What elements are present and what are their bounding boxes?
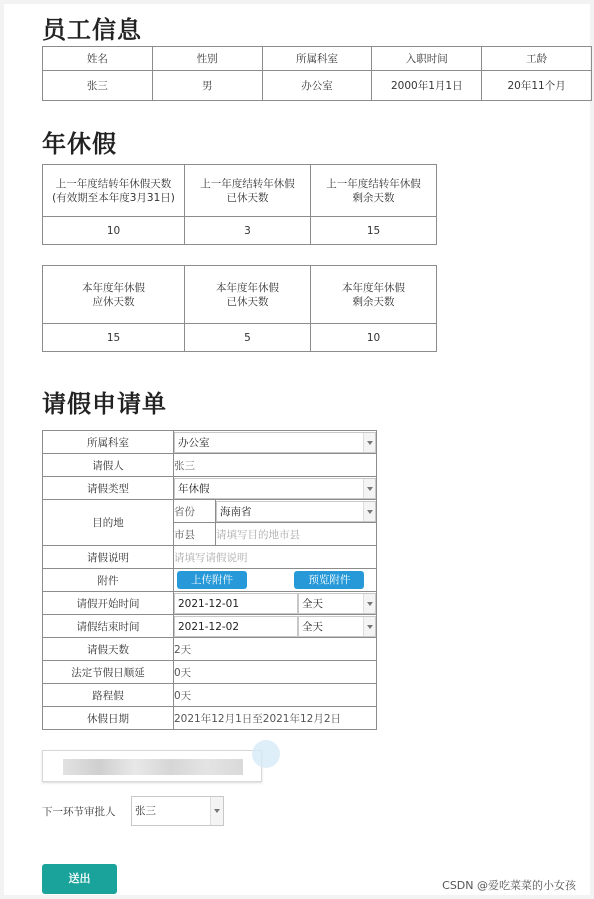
approver-select-value: 张三: [135, 805, 156, 817]
travel-leave-label: 路程假: [43, 684, 174, 707]
value-gender: 男: [152, 71, 262, 101]
city-input[interactable]: 请填写目的地市县: [216, 523, 377, 546]
reason-input[interactable]: 请填写请假说明: [174, 546, 377, 569]
value-dept: 办公室: [262, 71, 372, 101]
end-period-select[interactable]: [298, 616, 376, 637]
this-year-entitled-header: 本年度年休假 应休天数: [43, 266, 185, 324]
employee-info-table: [42, 46, 592, 101]
last-year-carryover-header: 上一年度结转年休假天数 (有效期至本年度3月31日): [43, 165, 185, 217]
chevron-down-icon: [210, 797, 223, 825]
blurred-circle: [252, 740, 280, 768]
attachment-label: 附件: [43, 569, 174, 592]
last-year-remaining-value: 15: [311, 217, 437, 245]
leave-days-value: 2天: [174, 638, 377, 661]
this-year-remaining-value: 10: [311, 324, 437, 352]
page: [4, 4, 590, 895]
chevron-down-icon: [363, 479, 375, 498]
leave-form-title: 请假申请单: [42, 390, 167, 418]
dept-label: 所属科室: [43, 431, 174, 454]
value-name: 张三: [43, 71, 153, 101]
this-year-used-value: 5: [185, 324, 311, 352]
start-time-label: 请假开始时间: [43, 592, 174, 615]
header-name: 姓名: [43, 47, 153, 71]
send-button[interactable]: 送出: [42, 864, 117, 894]
start-period-select[interactable]: [298, 593, 376, 614]
applicant-label: 请假人: [43, 454, 174, 477]
chevron-down-icon: [363, 617, 375, 636]
holiday-delay-label: 法定节假日顺延: [43, 661, 174, 684]
preview-attachment-button[interactable]: 预览附件: [294, 571, 364, 589]
blurred-region: [42, 750, 262, 782]
province-select[interactable]: [216, 501, 376, 522]
approver-label: 下一环节审批人: [42, 806, 116, 818]
header-seniority: 工龄: [482, 47, 592, 71]
leave-application-form: [42, 430, 377, 730]
chevron-down-icon: [363, 594, 375, 613]
city-label: 市县: [174, 523, 216, 546]
dept-select[interactable]: [174, 432, 376, 453]
leave-type-select[interactable]: [174, 478, 376, 499]
employee-info-title: 员工信息: [42, 16, 142, 44]
annual-leave-title: 年休假: [42, 130, 117, 158]
header-hire-date: 入职时间: [372, 47, 482, 71]
leave-type-select-value: 年休假: [178, 482, 210, 495]
province-select-value: 海南省: [220, 505, 252, 518]
destination-label: 目的地: [43, 500, 174, 546]
holiday-delay-value: 0天: [174, 661, 377, 684]
header-gender: 性别: [152, 47, 262, 71]
last-year-used-value: 3: [185, 217, 311, 245]
end-period-value: 全天: [302, 620, 323, 633]
approver-select[interactable]: [131, 796, 224, 826]
this-year-entitled-value: 15: [43, 324, 185, 352]
upload-attachment-button[interactable]: 上传附件: [177, 571, 247, 589]
travel-leave-value: 0天: [174, 684, 377, 707]
start-date-input[interactable]: 2021-12-01: [174, 593, 298, 614]
this-year-leave-table: [42, 265, 437, 352]
header-dept: 所属科室: [262, 47, 372, 71]
last-year-remaining-header: 上一年度结转年休假 剩余天数: [311, 165, 437, 217]
leave-days-label: 请假天数: [43, 638, 174, 661]
value-seniority: 20年11个月: [482, 71, 592, 101]
end-date-input[interactable]: 2021-12-02: [174, 616, 298, 637]
province-label: 省份: [174, 500, 216, 523]
chevron-down-icon: [363, 502, 375, 521]
end-time-label: 请假结束时间: [43, 615, 174, 638]
dept-select-value: 办公室: [178, 436, 210, 449]
leave-dates-value: 2021年12月1日至2021年12月2日: [174, 707, 377, 730]
this-year-remaining-header: 本年度年休假 剩余天数: [311, 266, 437, 324]
chevron-down-icon: [363, 433, 375, 452]
watermark: CSDN @爱吃菜菜的小女孩: [442, 879, 576, 892]
last-year-leave-table: [42, 164, 437, 245]
start-period-value: 全天: [302, 597, 323, 610]
leave-type-label: 请假类型: [43, 477, 174, 500]
value-hire-date: 2000年1月1日: [372, 71, 482, 101]
reason-label: 请假说明: [43, 546, 174, 569]
leave-dates-label: 休假日期: [43, 707, 174, 730]
this-year-used-header: 本年度年休假 已休天数: [185, 266, 311, 324]
last-year-used-header: 上一年度结转年休假 已休天数: [185, 165, 311, 217]
last-year-carryover-value: 10: [43, 217, 185, 245]
applicant-value: 张三: [174, 454, 377, 477]
